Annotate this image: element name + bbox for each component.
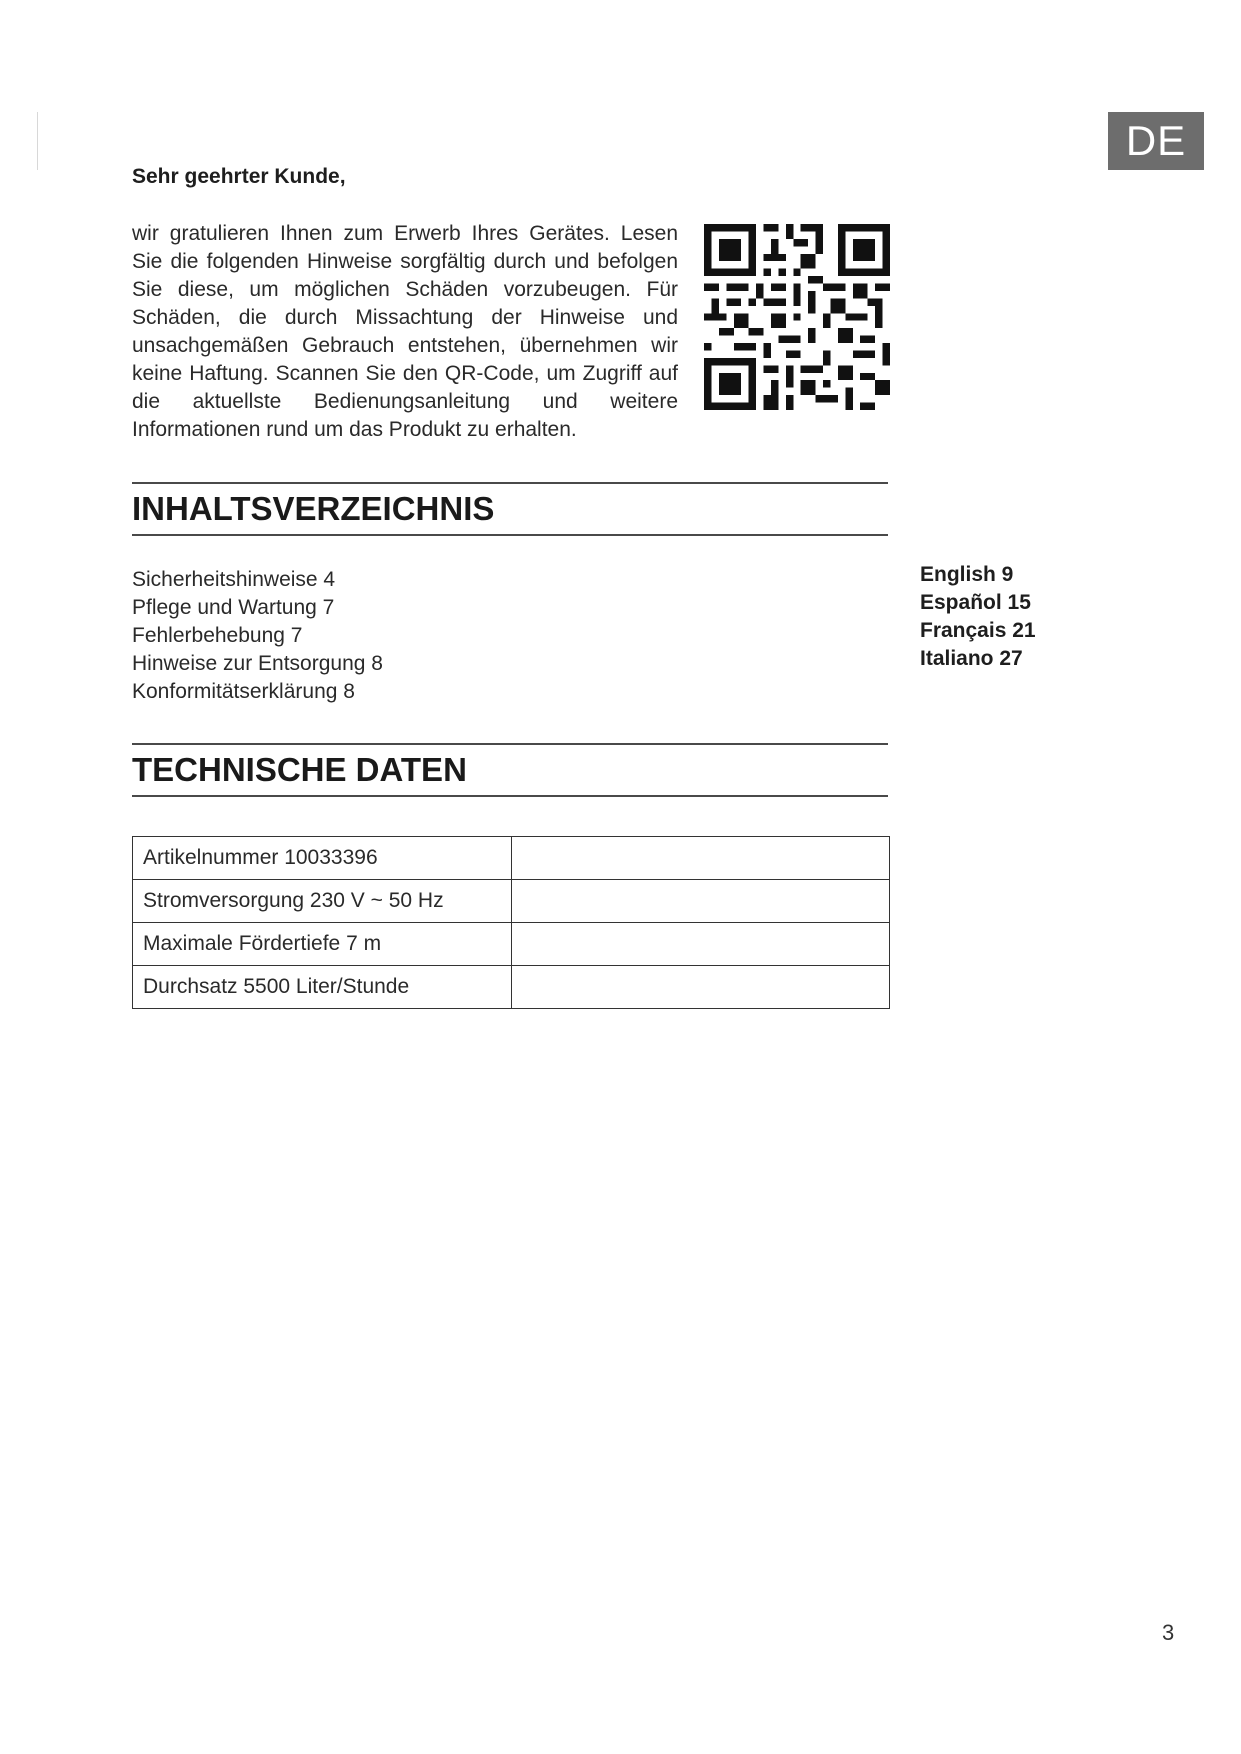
table-row	[133, 966, 890, 1009]
page-number: 3	[1162, 1620, 1175, 1645]
salutation: Sehr geehrter Kunde,	[132, 165, 346, 188]
spec-label: Artikelnummer 10033396	[133, 837, 512, 880]
toc-item-troubleshooting[interactable]: Fehlerbehebung 7	[132, 624, 303, 647]
tech-data-table	[132, 836, 890, 1009]
spec-value	[512, 880, 890, 923]
spec-value	[512, 837, 890, 880]
language-link-spanish[interactable]: Español 15	[920, 591, 1031, 614]
language-link-english[interactable]: English 9	[920, 563, 1014, 586]
language-index	[920, 561, 1036, 673]
spec-value	[512, 966, 890, 1009]
spec-value	[512, 923, 890, 966]
toc-item-care[interactable]: Pflege und Wartung 7	[132, 596, 335, 619]
toc-list	[132, 566, 383, 706]
spec-label: Maximale Fördertiefe 7 m	[133, 923, 512, 966]
toc-item-disposal[interactable]: Hinweise zur Entsorgung 8	[132, 652, 383, 675]
table-row	[133, 880, 890, 923]
language-link-italian[interactable]: Italiano 27	[920, 647, 1023, 670]
spec-label: Stromversorgung 230 V ~ 50 Hz	[133, 880, 512, 923]
toc-heading: INHALTSVERZEICHNIS	[132, 482, 888, 536]
intro-paragraph: wir gratulieren Ihnen zum Erwerb Ihres Gerätes. Lesen Sie die folgenden Hinweise sorgfältig durch und befolgen Sie diese, um möglichen Schäden vorzubeugen. Für Schäden, die durch Missachtung der Hinweise und unsachgemäßen Gebrauch entstehen, übernehmen wir keine Haftung. Scannen Sie den QR-Code, um Zugriff auf die aktuellste Bedienungsanleitung und weitere Informationen rund um das Produkt zu erhalten.	[132, 222, 678, 441]
margin-line	[37, 112, 38, 170]
qr-code-icon[interactable]	[704, 224, 890, 410]
language-link-french[interactable]: Français 21	[920, 619, 1036, 642]
tech-data-heading: TECHNISCHE DATEN	[132, 743, 888, 797]
language-badge: DE	[1108, 112, 1204, 170]
table-row	[133, 923, 890, 966]
spec-label: Durchsatz 5500 Liter/Stunde	[133, 966, 512, 1009]
toc-item-conformity[interactable]: Konformitätserklärung 8	[132, 680, 355, 703]
toc-item-safety[interactable]: Sicherheitshinweise 4	[132, 568, 336, 591]
table-row	[133, 837, 890, 880]
